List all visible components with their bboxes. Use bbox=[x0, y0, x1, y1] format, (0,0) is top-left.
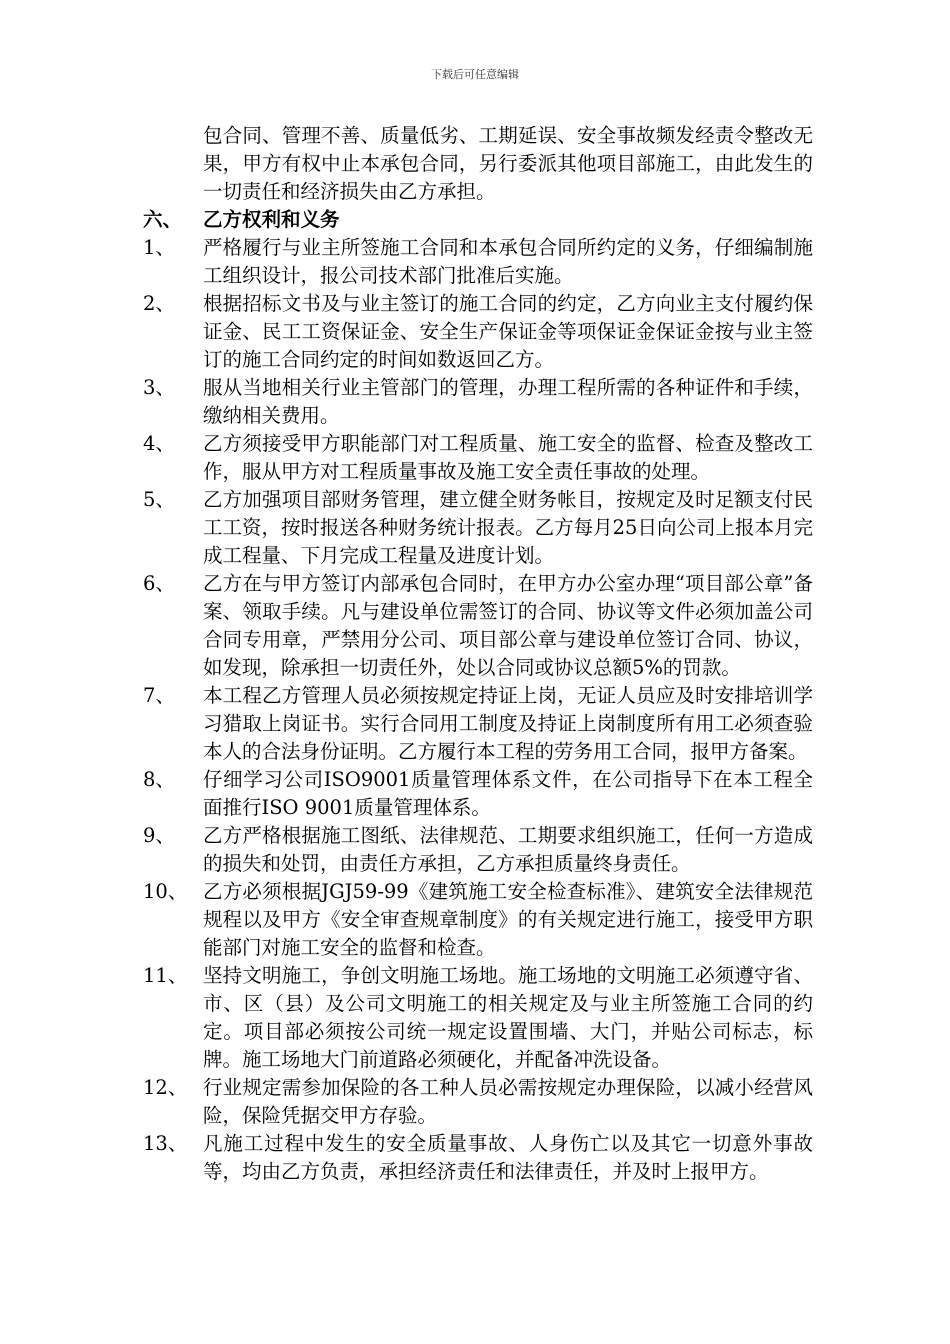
list-item bbox=[0, 682, 813, 766]
item-number: 8、 bbox=[143, 768, 175, 791]
item-text: 乙方必须根据JGJ59-99《建筑施工安全检查标准》、建筑安全法律规范规程以及甲方《安全审查规章制度》的有关规定进行施工，接受甲方职能部门对施工安全的监督和检查。 bbox=[203, 880, 813, 959]
item-text: 坚持文明施工，争创文明施工场地。施工场地的文明施工必须遵守省、市、区（县）及公司文明施工的相关规定及与业主所签施工合同的约定。项目部必须按公司统一规定设置围墙、大门，并贴公司标志，标牌。施工场地大门前道路必须硬化，并配备冲洗设备。 bbox=[203, 964, 813, 1071]
item-number: 7、 bbox=[143, 684, 175, 707]
item-number: 10、 bbox=[143, 880, 188, 903]
item-text: 凡施工过程中发生的安全质量事故、人身伤亡以及其它一切意外事故等，均由乙方负责，承担经济责任和法律责任，并及时上报甲方。 bbox=[203, 1132, 813, 1183]
list-item bbox=[0, 374, 813, 430]
list-item bbox=[0, 766, 813, 822]
item-number: 11、 bbox=[143, 964, 188, 987]
item-number: 13、 bbox=[143, 1132, 188, 1155]
item-text: 服从当地相关行业主管部门的管理，办理工程所需的各种证件和手续，缴纳相关费用。 bbox=[203, 376, 813, 427]
item-list bbox=[0, 234, 950, 1186]
continuation-paragraph: 包合同、管理不善、质量低劣、工期延误、安全事故频发经责令整改无果，甲方有权中止本承包合同，另行委派其他项目部施工，由此发生的一切责任和经济损失由乙方承担。 bbox=[203, 124, 813, 203]
item-text: 本工程乙方管理人员必须按规定持证上岗，无证人员应及时安排培训学习猎取上岗证书。实行合同用工制度及持证上岗制度所有用工必须查验本人的合法身份证明。乙方履行本工程的劳务用工合同，报甲方备案。 bbox=[203, 684, 813, 763]
item-text: 严格履行与业主所签施工合同和本承包合同所约定的义务，仔细编制施工组织设计，报公司技术部门批准后实施。 bbox=[203, 236, 813, 287]
list-item bbox=[0, 234, 813, 290]
item-text: 乙方加强项目部财务管理，建立健全财务帐目，按规定及时足额支付民工工资，按时报送各种财务统计报表。乙方每月25日向公司上报本月完成工程量、下月完成工程量及进度计划。 bbox=[203, 488, 813, 567]
list-item bbox=[0, 1130, 813, 1186]
item-number: 4、 bbox=[143, 432, 175, 455]
item-number: 12、 bbox=[143, 1076, 188, 1099]
list-item bbox=[0, 430, 813, 486]
page-header: 下载后可任意编辑 bbox=[431, 68, 519, 81]
list-item bbox=[0, 962, 813, 1074]
item-text: 行业规定需参加保险的各工种人员必需按规定办理保险，以减小经营风险，保险凭据交甲方存验。 bbox=[203, 1076, 813, 1127]
item-number: 1、 bbox=[143, 236, 175, 259]
item-text: 根据招标文书及与业主签订的施工合同的约定，乙方向业主支付履约保证金、民工工资保证金、安全生产保证金等项保证金保证金按与业主签订的施工合同约定的时间如数返回乙方。 bbox=[203, 292, 813, 371]
list-item bbox=[0, 486, 813, 570]
list-item bbox=[0, 878, 813, 962]
item-text: 乙方在与甲方签订内部承包合同时，在甲方办公室办理“项目部公章”备案、领取手续。凡与建设单位需签订的合同、协议等文件必须加盖公司合同专用章，严禁用分公司、项目部公章与建设单位签订合同、协议，如发现，除承担一切责任外，处以合同或协议总额5%的罚款。 bbox=[203, 572, 813, 679]
item-number: 9、 bbox=[143, 824, 175, 847]
list-item bbox=[0, 1074, 813, 1130]
section-heading bbox=[0, 206, 950, 234]
item-text: 仔细学习公司ISO9001质量管理体系文件，在公司指导下在本工程全面推行ISO 9001质量管理体系。 bbox=[203, 768, 813, 819]
item-number: 3、 bbox=[143, 376, 175, 399]
list-item bbox=[0, 570, 813, 682]
section-number: 六、 bbox=[143, 208, 183, 231]
section-title: 乙方权利和义务 bbox=[203, 208, 340, 231]
item-number: 2、 bbox=[143, 292, 175, 315]
list-item bbox=[0, 290, 813, 374]
list-item bbox=[0, 822, 813, 878]
document-body bbox=[0, 122, 950, 1186]
item-text: 乙方须接受甲方职能部门对工程质量、施工安全的监督、检查及整改工作，服从甲方对工程质量事故及施工安全责任事故的处理。 bbox=[203, 432, 813, 483]
item-number: 6、 bbox=[143, 572, 175, 595]
item-text: 乙方严格根据施工图纸、法律规范、工期要求组织施工，任何一方造成的损失和处罚，由责任方承担，乙方承担质量终身责任。 bbox=[203, 824, 813, 875]
item-number: 5、 bbox=[143, 488, 175, 511]
